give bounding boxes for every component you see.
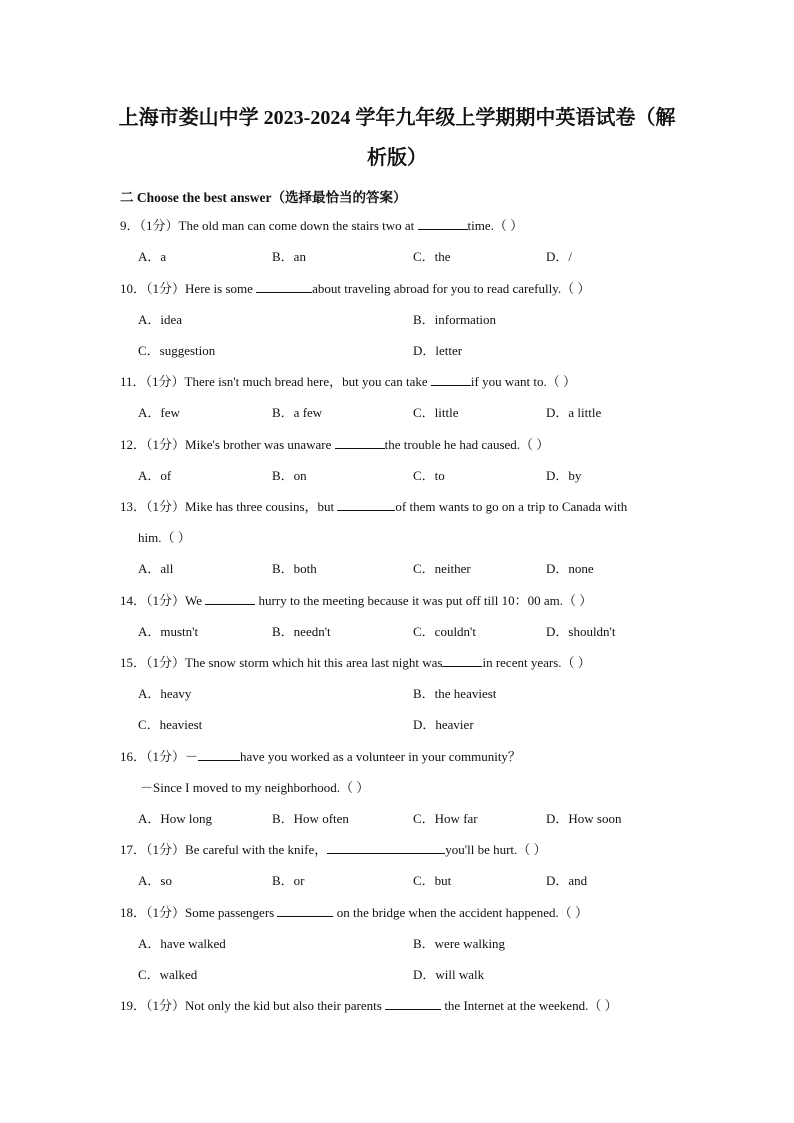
question-text: Some passengers — [185, 905, 278, 920]
option-d[interactable]: D．How soon — [546, 811, 622, 826]
question-number: 9． — [120, 218, 140, 233]
question-16-continuation: －Since I moved to my neighborhood.（ ） — [140, 780, 370, 795]
option-c[interactable]: C．but — [413, 873, 452, 888]
option-a[interactable]: A．so — [138, 873, 172, 888]
question-text: We — [185, 593, 206, 608]
option-a[interactable]: A．idea — [138, 312, 183, 327]
option-d[interactable]: D．by — [546, 468, 582, 483]
options-row — [0, 560, 794, 578]
question-text: Not only the kid but also their parents — [185, 998, 386, 1013]
option-c[interactable]: C．How far — [413, 811, 478, 826]
option-d[interactable]: D．will walk — [413, 967, 485, 982]
option-a[interactable]: A．all — [138, 561, 174, 576]
option-d[interactable]: D．letter — [413, 343, 463, 358]
options-row — [0, 311, 794, 329]
option-a[interactable]: A．a — [138, 249, 167, 264]
options-row — [0, 872, 794, 890]
question-score: （1分） — [146, 281, 186, 296]
question-text: you'll be hurt.（ ） — [445, 842, 547, 857]
option-b[interactable]: B．an — [272, 249, 306, 264]
question-11 — [120, 373, 576, 391]
question-13-continuation: him.（ ） — [138, 530, 191, 545]
question-score: （1分） — [146, 998, 186, 1013]
option-d[interactable]: D．and — [546, 873, 588, 888]
question-text: Mike's brother was unaware — [185, 437, 335, 452]
options-row — [0, 248, 794, 266]
option-c[interactable]: C．heaviest — [138, 717, 203, 732]
options-row — [0, 623, 794, 641]
question-text: The snow storm which hit this area last night was — [185, 655, 443, 670]
answer-blank — [431, 373, 471, 386]
option-c[interactable]: C．little — [413, 405, 459, 420]
answer-blank — [198, 748, 240, 761]
question-text: There isn't much bread here，but you can take — [184, 374, 431, 389]
question-15 — [120, 654, 591, 672]
question-text: Be careful with the knife， — [185, 842, 328, 857]
answer-blank — [327, 841, 445, 854]
options-row — [0, 342, 794, 360]
answer-blank — [277, 904, 333, 917]
option-c[interactable]: C．suggestion — [138, 343, 216, 358]
question-number: 14． — [120, 593, 147, 608]
answer-blank — [385, 997, 441, 1010]
options-row — [0, 467, 794, 485]
question-score: （1分） — [146, 749, 186, 764]
question-14 — [120, 592, 592, 610]
question-number: 19． — [120, 998, 147, 1013]
question-text: the trouble he had caused.（ ） — [384, 437, 550, 452]
option-d[interactable]: D．heavier — [413, 717, 474, 732]
question-number: 11． — [120, 374, 146, 389]
question-text: The old man can come down the stairs two at — [178, 218, 418, 233]
option-b[interactable]: B．the heaviest — [413, 686, 497, 701]
option-b[interactable]: B．both — [272, 561, 317, 576]
page-title-line-1: 上海市娄山中学 2023-2024 学年九年级上学期期中英语试卷（解 — [118, 107, 676, 129]
options-row — [0, 716, 794, 734]
option-a[interactable]: A．have walked — [138, 936, 226, 951]
question-number: 12． — [120, 437, 147, 452]
question-text: about traveling abroad for you to read carefully.（ ） — [312, 281, 591, 296]
question-number: 16． — [120, 749, 147, 764]
question-text: Here is some — [185, 281, 257, 296]
options-row — [0, 685, 794, 703]
option-a[interactable]: A．few — [138, 405, 180, 420]
question-19 — [120, 997, 618, 1015]
option-a[interactable]: A．How long — [138, 811, 213, 826]
section-heading: 二 Choose the best answer（选择最恰当的答案） — [120, 190, 407, 205]
question-score: （1分） — [146, 499, 186, 514]
question-17 — [120, 841, 547, 859]
question-10 — [120, 280, 590, 298]
question-score: （1分） — [146, 905, 186, 920]
option-b[interactable]: B．needn't — [272, 624, 331, 639]
answer-blank — [418, 217, 468, 230]
question-number: 10． — [120, 281, 147, 296]
question-text: of them wants to go on a trip to Canada with — [395, 499, 628, 514]
option-d[interactable]: D．shouldn't — [546, 624, 616, 639]
option-c[interactable]: C．neither — [413, 561, 471, 576]
question-text: the Internet at the weekend.（ ） — [441, 998, 618, 1013]
question-text: in recent years.（ ） — [482, 655, 591, 670]
option-c[interactable]: C．the — [413, 249, 451, 264]
options-row — [0, 404, 794, 422]
question-score: （1分） — [146, 437, 186, 452]
option-b[interactable]: B．information — [413, 312, 497, 327]
option-b[interactable]: B．a few — [272, 405, 323, 420]
option-b[interactable]: B．were walking — [413, 936, 506, 951]
question-16 — [120, 748, 521, 766]
option-c[interactable]: C．to — [413, 468, 445, 483]
question-score: （1分） — [146, 593, 186, 608]
option-c[interactable]: C．walked — [138, 967, 198, 982]
option-b[interactable]: B．on — [272, 468, 307, 483]
question-score: （1分） — [146, 842, 186, 857]
question-number: 18． — [120, 905, 147, 920]
option-a[interactable]: A．of — [138, 468, 172, 483]
option-c[interactable]: C．couldn't — [413, 624, 477, 639]
question-13 — [120, 498, 627, 516]
answer-blank — [256, 280, 312, 293]
option-d[interactable]: D．/ — [546, 249, 573, 264]
options-row — [0, 966, 794, 984]
question-18 — [120, 904, 588, 922]
options-row — [0, 935, 794, 953]
option-d[interactable]: D．none — [546, 561, 594, 576]
question-text: hurry to the meeting because it was put off till 10：00 am.（ ） — [255, 593, 593, 608]
question-text: － — [185, 749, 199, 764]
question-9 — [120, 217, 523, 235]
options-row — [0, 810, 794, 828]
question-text: have you worked as a volunteer in your community？ — [240, 749, 521, 764]
option-b[interactable]: B．How often — [272, 811, 349, 826]
page-title-line-2: 析版） — [367, 147, 427, 169]
question-score: （1分） — [145, 374, 185, 389]
question-number: 17． — [120, 842, 147, 857]
answer-blank — [205, 592, 255, 605]
answer-blank — [442, 654, 482, 667]
option-d[interactable]: D．a little — [546, 405, 602, 420]
question-12 — [120, 436, 549, 454]
question-number: 15． — [120, 655, 147, 670]
question-text: Mike has three cousins，but — [185, 499, 338, 514]
question-number: 13． — [120, 499, 147, 514]
option-a[interactable]: A．heavy — [138, 686, 192, 701]
question-text: on the bridge when the accident happened.（ ） — [333, 905, 588, 920]
question-score: （1分） — [139, 218, 179, 233]
answer-blank — [337, 498, 395, 511]
answer-blank — [335, 436, 385, 449]
question-text: if you want to.（ ） — [470, 374, 576, 389]
question-text: time.（ ） — [467, 218, 524, 233]
question-score: （1分） — [146, 655, 186, 670]
option-b[interactable]: B．or — [272, 873, 305, 888]
option-a[interactable]: A．mustn't — [138, 624, 199, 639]
